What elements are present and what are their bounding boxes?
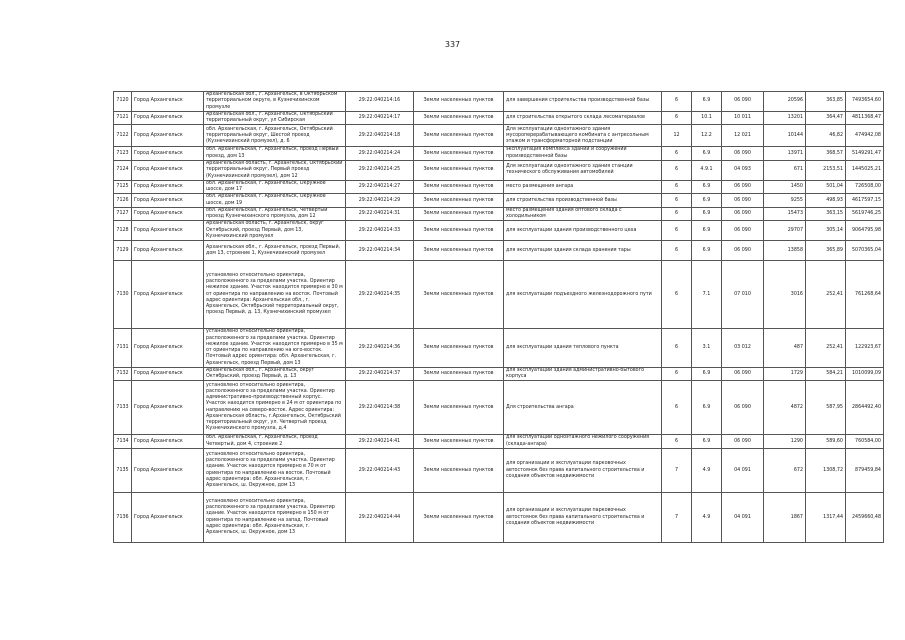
- row-number-cell: 7120: [114, 92, 132, 112]
- specific-cost-cell: 589,60: [806, 435, 846, 449]
- municipality-cell: Город Архангельск: [132, 221, 204, 241]
- cadastral-number-cell: 29:22:040214:33: [346, 221, 414, 241]
- row-number-cell: 7131: [114, 329, 132, 367]
- municipality-cell: Город Архангельск: [132, 125, 204, 147]
- page-number: 337: [444, 40, 461, 49]
- cadastral-value-cell: 7493654,60: [846, 92, 884, 112]
- specific-cost-cell: 2153,51: [806, 160, 846, 180]
- row-number-cell: 7126: [114, 194, 132, 207]
- table-row: [114, 180, 884, 193]
- area-cell: 13971: [764, 147, 806, 160]
- land-category-cell: Земли населенных пунктов: [414, 125, 504, 147]
- group-cell: 6: [662, 367, 692, 380]
- area-cell: 3016: [764, 261, 806, 329]
- classifier-code-cell: 06 090: [722, 147, 764, 160]
- area-cell: 1450: [764, 180, 806, 193]
- permitted-use-cell: для эксплуатации здания производственного цеха: [504, 221, 662, 241]
- address-cell: обл. Архангельская, г. Архангельск, проезд Четвертый, дом 4, строение 2: [204, 435, 346, 449]
- row-number-cell: 7135: [114, 449, 132, 493]
- cadastral-value-cell: 1445025,21: [846, 160, 884, 180]
- address-cell: обл. Архангельская, г. Архангельск, Окружное шоссе, дом 19: [204, 194, 346, 207]
- municipality-cell: Город Архангельск: [132, 493, 204, 543]
- specific-cost-cell: 364,47: [806, 112, 846, 125]
- permitted-use-cell: место размещения ангара: [504, 180, 662, 193]
- cadastral-number-cell: 29:22:040214:24: [346, 147, 414, 160]
- use-code-cell: 6.9: [692, 367, 722, 380]
- cadastral-number-cell: 29:22:040214:27: [346, 180, 414, 193]
- area-cell: 1729: [764, 367, 806, 380]
- cadastral-value-cell: 9064795,98: [846, 221, 884, 241]
- specific-cost-cell: 305,14: [806, 221, 846, 241]
- specific-cost-cell: 363,15: [806, 207, 846, 220]
- address-cell: Архангельская обл., г. Архангельск, в Октябрьском территориальном округе, в Кузнечихинском промузле: [204, 92, 346, 112]
- cadastral-value-cell: 122923,67: [846, 329, 884, 367]
- row-number-cell: 7129: [114, 241, 132, 261]
- row-number-cell: 7130: [114, 261, 132, 329]
- group-cell: 6: [662, 221, 692, 241]
- table-row: [114, 194, 884, 207]
- classifier-code-cell: 06 090: [722, 381, 764, 435]
- cadastral-number-cell: 29:22:040214:37: [346, 367, 414, 380]
- use-code-cell: 3.1: [692, 329, 722, 367]
- specific-cost-cell: 584,21: [806, 367, 846, 380]
- table-row: [114, 125, 884, 147]
- land-category-cell: Земли населенных пунктов: [414, 435, 504, 449]
- specific-cost-cell: 501,04: [806, 180, 846, 193]
- address-cell: Архангельская обл., г. Архангельск, округ Октябрьский, проезд Первый, д. 13: [204, 367, 346, 380]
- table-row: [114, 221, 884, 241]
- land-category-cell: Земли населенных пунктов: [414, 221, 504, 241]
- municipality-cell: Город Архангельск: [132, 435, 204, 449]
- cadastral-number-cell: 29:22:040214:36: [346, 329, 414, 367]
- row-number-cell: 7125: [114, 180, 132, 193]
- specific-cost-cell: 46,82: [806, 125, 846, 147]
- permitted-use-cell: для эксплуатации здания административно-бытового корпуса: [504, 367, 662, 380]
- row-number-cell: 7136: [114, 493, 132, 543]
- address-cell: обл. Архангельская, г. Архангельск, Окружное шоссе, дом 17: [204, 180, 346, 193]
- group-cell: 6: [662, 194, 692, 207]
- area-cell: 487: [764, 329, 806, 367]
- row-number-cell: 7128: [114, 221, 132, 241]
- specific-cost-cell: 363,85: [806, 92, 846, 112]
- land-category-cell: Земли населенных пунктов: [414, 381, 504, 435]
- use-code-cell: 6.9: [692, 435, 722, 449]
- address-cell: установлено относительно ориентира, расположенного за пределами участка. Ориентир здание. Участок находится примерно в 150 м от ориентира по направлению на запад. Почтовый адрес ориентира: обл. Архангельская, г. Архангельск, ш. Окружное, дом 13: [204, 493, 346, 543]
- municipality-cell: Город Архангельск: [132, 147, 204, 160]
- group-cell: 7: [662, 449, 692, 493]
- address-cell: установлено относительно ориентира, расположенного за пределами участка. Ориентир нежилое здание. Участок находится примерно в 30 м от ориентира по направлению на восток. Почтовый адрес ориентира: Архангельская обл., г. Архангельск, Октябрьский территориальный округ, проезд Первый, д. 13, Кузнечихинский промузел: [204, 261, 346, 329]
- land-category-cell: Земли населенных пунктов: [414, 194, 504, 207]
- table-row: [114, 435, 884, 449]
- permitted-use-cell: для организации и эксплуатации парковочных автостоянок без права капитального строительства и создания объектов недвижимости: [504, 493, 662, 543]
- classifier-code-cell: 03 012: [722, 329, 764, 367]
- permitted-use-cell: для эксплуатации здания теплового пункта: [504, 329, 662, 367]
- address-cell: обл. Архангельская, г. Архангельск, проезд Первый проезд, дом 13: [204, 147, 346, 160]
- cadastral-value-cell: 4617597,15: [846, 194, 884, 207]
- permitted-use-cell: Для эксплуатации одноэтажного здания мусороперерабатывающего комбината с антресольным этажом и трансформаторной подстанции: [504, 125, 662, 147]
- table-row: [114, 241, 884, 261]
- cadastral-value-cell: 4811368,47: [846, 112, 884, 125]
- group-cell: 6: [662, 381, 692, 435]
- cadastral-number-cell: 29:22:040214:35: [346, 261, 414, 329]
- cadastral-number-cell: 29:22:040214:18: [346, 125, 414, 147]
- cadastral-value-cell: 5070365,04: [846, 241, 884, 261]
- land-category-cell: Земли населенных пунктов: [414, 180, 504, 193]
- permitted-use-cell: для организации и эксплуатации парковочных автостоянок без права капитального строительства и создания объектов недвижимости: [504, 449, 662, 493]
- permitted-use-cell: место размещения здания оптового склада с холодильником: [504, 207, 662, 220]
- classifier-code-cell: 12 021: [722, 125, 764, 147]
- municipality-cell: Город Архангельск: [132, 207, 204, 220]
- cadastral-number-cell: 29:22:040214:41: [346, 435, 414, 449]
- row-number-cell: 7124: [114, 160, 132, 180]
- specific-cost-cell: 1317,44: [806, 493, 846, 543]
- specific-cost-cell: 252,41: [806, 329, 846, 367]
- cadastral-value-cell: 2864492,40: [846, 381, 884, 435]
- land-category-cell: Земли населенных пунктов: [414, 160, 504, 180]
- classifier-code-cell: 06 090: [722, 180, 764, 193]
- use-code-cell: 6.9: [692, 381, 722, 435]
- use-code-cell: 7.1: [692, 261, 722, 329]
- classifier-code-cell: 06 090: [722, 221, 764, 241]
- group-cell: 6: [662, 241, 692, 261]
- municipality-cell: Город Архангельск: [132, 160, 204, 180]
- municipality-cell: Город Архангельск: [132, 329, 204, 367]
- municipality-cell: Город Архангельск: [132, 112, 204, 125]
- use-code-cell: 6.9: [692, 180, 722, 193]
- use-code-cell: 6.9: [692, 194, 722, 207]
- address-cell: Архангельская обл., г. Архангельск, проезд Первый, дом 13, строение 1, Кузнечихинский промузел: [204, 241, 346, 261]
- table-row: [114, 112, 884, 125]
- table-body: [114, 92, 884, 543]
- classifier-code-cell: 04 093: [722, 160, 764, 180]
- permitted-use-cell: для эксплуатации здания склада хранения тары: [504, 241, 662, 261]
- cadastral-value-cell: 474942,08: [846, 125, 884, 147]
- cadastral-number-cell: 29:22:040214:34: [346, 241, 414, 261]
- area-cell: 1290: [764, 435, 806, 449]
- use-code-cell: 6.9: [692, 147, 722, 160]
- specific-cost-cell: 252,41: [806, 261, 846, 329]
- table-row: [114, 493, 884, 543]
- municipality-cell: Город Архангельск: [132, 367, 204, 380]
- table-row: [114, 147, 884, 160]
- specific-cost-cell: 498,93: [806, 194, 846, 207]
- land-category-cell: Земли населенных пунктов: [414, 367, 504, 380]
- municipality-cell: Город Архангельск: [132, 180, 204, 193]
- specific-cost-cell: 1308,72: [806, 449, 846, 493]
- use-code-cell: 10.1: [692, 112, 722, 125]
- land-category-cell: Земли населенных пунктов: [414, 329, 504, 367]
- cadastral-number-cell: 29:22:040214:44: [346, 493, 414, 543]
- address-cell: обл. Архангельская, г. Архангельск, Четвертый проезд Кузнечихинского промузла, дом 12: [204, 207, 346, 220]
- municipality-cell: Город Архангельск: [132, 92, 204, 112]
- area-cell: 4872: [764, 381, 806, 435]
- land-category-cell: Земли населенных пунктов: [414, 207, 504, 220]
- permitted-use-cell: для строительства открытого склада лесоматериалов: [504, 112, 662, 125]
- row-number-cell: 7121: [114, 112, 132, 125]
- land-category-cell: Земли населенных пунктов: [414, 261, 504, 329]
- area-cell: 29707: [764, 221, 806, 241]
- area-cell: 13201: [764, 112, 806, 125]
- group-cell: 6: [662, 160, 692, 180]
- cadastral-number-cell: 29:22:040214:31: [346, 207, 414, 220]
- municipality-cell: Город Архангельск: [132, 449, 204, 493]
- table-row: [114, 160, 884, 180]
- row-number-cell: 7132: [114, 367, 132, 380]
- group-cell: 7: [662, 493, 692, 543]
- land-category-cell: Земли населенных пунктов: [414, 493, 504, 543]
- land-category-cell: Земли населенных пунктов: [414, 92, 504, 112]
- address-cell: обл. Архангельская, г. Архангельск, Октябрьский территориальный округ, Шестой проезд (Кузнечихинский промузел), д. 6: [204, 125, 346, 147]
- cadastral-value-cell: 1010099,09: [846, 367, 884, 380]
- specific-cost-cell: 365,89: [806, 241, 846, 261]
- area-cell: 671: [764, 160, 806, 180]
- classifier-code-cell: 06 090: [722, 92, 764, 112]
- cadastral-value-cell: 5619746,25: [846, 207, 884, 220]
- land-category-cell: Земли населенных пунктов: [414, 147, 504, 160]
- permitted-use-cell: эксплуатация комплекса зданий и сооружений производственной базы: [504, 147, 662, 160]
- permitted-use-cell: для эксплуатации одноэтажного нежилого сооружения (склада-ангара): [504, 435, 662, 449]
- cadastral-number-cell: 29:22:040214:43: [346, 449, 414, 493]
- permitted-use-cell: для строительства производственной базы: [504, 194, 662, 207]
- area-cell: 672: [764, 449, 806, 493]
- area-cell: 15473: [764, 207, 806, 220]
- table-row: [114, 92, 884, 112]
- group-cell: 6: [662, 147, 692, 160]
- specific-cost-cell: 368,57: [806, 147, 846, 160]
- table-row: [114, 207, 884, 220]
- cadastral-number-cell: 29:22:040214:17: [346, 112, 414, 125]
- cadastral-table: [113, 91, 884, 543]
- permitted-use-cell: Для эксплуатации одноэтажного здания станции технического обслуживания автомобилей: [504, 160, 662, 180]
- municipality-cell: Город Архангельск: [132, 261, 204, 329]
- group-cell: 6: [662, 329, 692, 367]
- permitted-use-cell: для эксплуатации подъездного железнодорожного пути: [504, 261, 662, 329]
- permitted-use-cell: Для строительства ангара: [504, 381, 662, 435]
- municipality-cell: Город Архангельск: [132, 194, 204, 207]
- table-row: [114, 381, 884, 435]
- use-code-cell: 4.9: [692, 449, 722, 493]
- classifier-code-cell: 04 091: [722, 449, 764, 493]
- classifier-code-cell: 04 091: [722, 493, 764, 543]
- land-category-cell: Земли населенных пунктов: [414, 112, 504, 125]
- row-number-cell: 7133: [114, 381, 132, 435]
- classifier-code-cell: 06 090: [722, 367, 764, 380]
- municipality-cell: Город Архангельск: [132, 241, 204, 261]
- group-cell: 6: [662, 261, 692, 329]
- group-cell: 6: [662, 92, 692, 112]
- land-category-cell: Земли населенных пунктов: [414, 449, 504, 493]
- use-code-cell: 6.9: [692, 241, 722, 261]
- classifier-code-cell: 10 011: [722, 112, 764, 125]
- classifier-code-cell: 06 090: [722, 241, 764, 261]
- cadastral-value-cell: 879459,84: [846, 449, 884, 493]
- address-cell: установлено относительно ориентира, расположенного за пределами участка. Ориентир административно-производственный корпус. Участок находится примерно в 24 м от ориентира по направлению на северо-восток. Адрес ориентира: Архангельская область, г.Архангельск, Октябрьский территориальный округ, ул. Четвертый проезд Кузнечихинского промузла, д.4: [204, 381, 346, 435]
- cadastral-number-cell: 29:22:040214:16: [346, 92, 414, 112]
- address-cell: Архангельская обл., г. Архангельск, Октябрьский территориальный округ, ул Сибирская: [204, 112, 346, 125]
- table-row: [114, 261, 884, 329]
- specific-cost-cell: 587,95: [806, 381, 846, 435]
- cadastral-value-cell: 2459660,48: [846, 493, 884, 543]
- group-cell: 6: [662, 207, 692, 220]
- address-cell: Архангельская область, г. Архангельск, Октябрьский территориальный округ, Первый проезд (Кузнечихинский промузел), дом 12: [204, 160, 346, 180]
- use-code-cell: 4.9.1: [692, 160, 722, 180]
- row-number-cell: 7122: [114, 125, 132, 147]
- area-cell: 13858: [764, 241, 806, 261]
- use-code-cell: 4.9: [692, 493, 722, 543]
- permitted-use-cell: для завершения строительства производственной базы: [504, 92, 662, 112]
- classifier-code-cell: 06 090: [722, 207, 764, 220]
- group-cell: 12: [662, 125, 692, 147]
- use-code-cell: 6.9: [692, 221, 722, 241]
- area-cell: 20596: [764, 92, 806, 112]
- row-number-cell: 7134: [114, 435, 132, 449]
- group-cell: 6: [662, 112, 692, 125]
- area-cell: 1867: [764, 493, 806, 543]
- cadastral-number-cell: 29:22:040214:25: [346, 160, 414, 180]
- cadastral-value-cell: 761268,64: [846, 261, 884, 329]
- classifier-code-cell: 06 090: [722, 194, 764, 207]
- cadastral-value-cell: 726508,00: [846, 180, 884, 193]
- use-code-cell: 6.9: [692, 92, 722, 112]
- table-row: [114, 329, 884, 367]
- cadastral-number-cell: 29:22:040214:38: [346, 381, 414, 435]
- classifier-code-cell: 07 010: [722, 261, 764, 329]
- use-code-cell: 6.9: [692, 207, 722, 220]
- area-cell: 10144: [764, 125, 806, 147]
- address-cell: Архангельская область, г. Архангельск, округ Октябрьский, проезд Первый, дом 13, Кузнечихинский промузел: [204, 221, 346, 241]
- classifier-code-cell: 06 090: [722, 435, 764, 449]
- group-cell: 6: [662, 435, 692, 449]
- row-number-cell: 7127: [114, 207, 132, 220]
- municipality-cell: Город Архангельск: [132, 381, 204, 435]
- table-row: [114, 367, 884, 380]
- cadastral-number-cell: 29:22:040214:29: [346, 194, 414, 207]
- address-cell: установлено относительно ориентира, расположенного за пределами участка. Ориентир нежилое здание. Участок находится примерно в 35 м от ориентира по направлению на юго-восток. Почтовый адрес ориентира: обл. Архангельская, г. Архангельск, проезд Первый, дом 13: [204, 329, 346, 367]
- land-category-cell: Земли населенных пунктов: [414, 241, 504, 261]
- address-cell: установлено относительно ориентира, расположенного за пределами участка. Ориентир здание. Участок находится примерно в 70 м от ориентира по направлению на восток. Почтовый адрес ориентира: обл. Архангельская, г. Архангельск, ш. Окружное, дом 13: [204, 449, 346, 493]
- cadastral-value-cell: 5149291,47: [846, 147, 884, 160]
- row-number-cell: 7123: [114, 147, 132, 160]
- group-cell: 6: [662, 180, 692, 193]
- use-code-cell: 12.2: [692, 125, 722, 147]
- area-cell: 9255: [764, 194, 806, 207]
- cadastral-value-cell: 760584,00: [846, 435, 884, 449]
- table-row: [114, 449, 884, 493]
